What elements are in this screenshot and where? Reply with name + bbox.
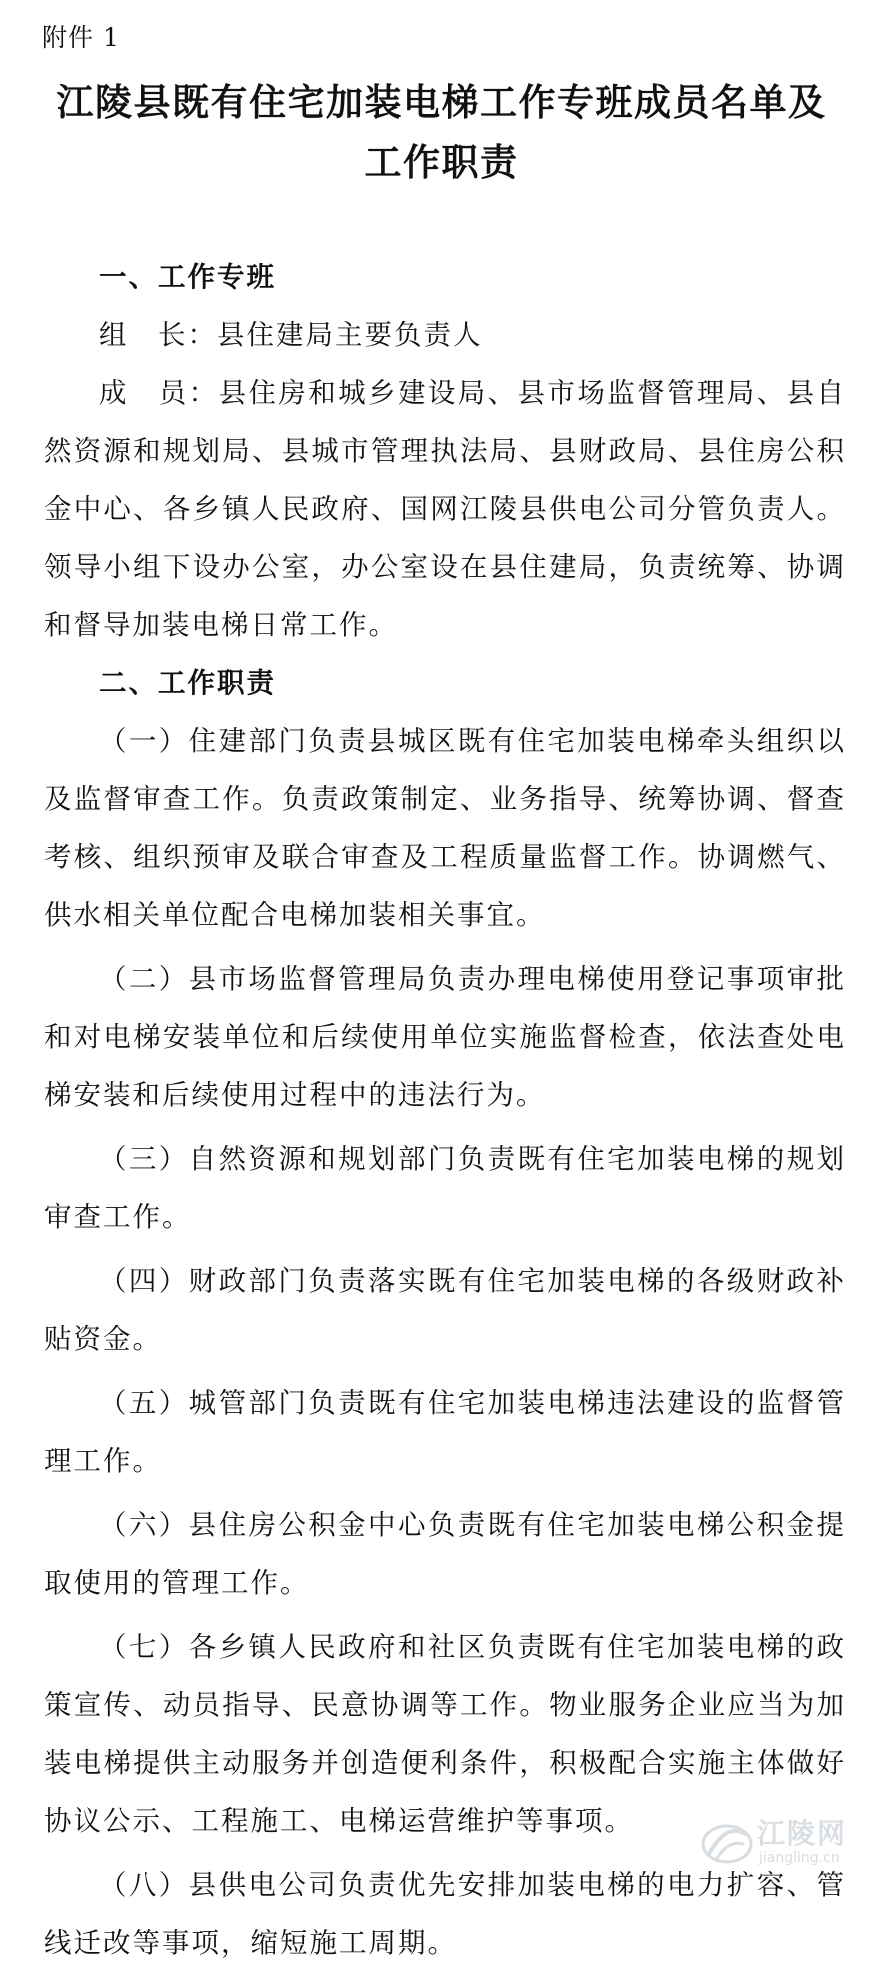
document-body (44, 248, 846, 1978)
duty-item: （二）县市场监督管理局负责办理电梯使用登记事项审批和对电梯安装单位和后续使用单位实施监督检查，依法查处电梯安装和后续使用过程中的违法行为。 (44, 963, 846, 1111)
duty-item: （五）城管部门负责既有住宅加装电梯违法建设的监督管理工作。 (44, 1387, 846, 1477)
watermark-site-name: 江陵网 (757, 1817, 848, 1850)
watermark-site-url: jiangling.cn (759, 1850, 840, 1866)
duty-item: （六）县住房公积金中心负责既有住宅加装电梯公积金提取使用的管理工作。 (44, 1509, 846, 1599)
document-title-line-1: 江陵县既有住宅加装电梯工作专班成员名单及 (56, 81, 827, 124)
duty-item: （七）各乡镇人民政府和社区负责既有住宅加装电梯的政策宣传、动员指导、民意协调等工作。物业服务企业应当为加装电梯提供主动服务并创造便利条件，积极配合实施主体做好协议公示、工程施工、电梯运营维护等事项。 (44, 1631, 846, 1837)
section-heading-work-team: 一、工作专班 (99, 261, 276, 293)
duty-item: （三）自然资源和规划部门负责既有住宅加装电梯的规划审查工作。 (44, 1143, 846, 1233)
jiangling-logo-icon (699, 1814, 755, 1870)
section-heading-duties: 二、工作职责 (99, 667, 276, 699)
duty-item: （四）财政部门负责落实既有住宅加装电梯的各级财政补贴资金。 (44, 1265, 846, 1355)
site-watermark (699, 1810, 869, 1872)
document-title-line-2: 工作职责 (364, 141, 519, 184)
team-leader: 组 长：县住建局主要负责人 (99, 319, 483, 351)
team-members: 成 员：县住房和城乡建设局、县市场监督管理局、县自然资源和规划局、县城市管理执法局、县财政局、县住房公积金中心、各乡镇人民政府、国网江陵县供电公司分管负责人。领导小组下设办公室，办公室设在县住建局，负责统筹、协调和督导加装电梯日常工作。 (44, 377, 846, 641)
duty-item: （八）县供电公司负责优先安排加装电梯的电力扩容、管线迁改等事项，缩短施工周期。 (44, 1869, 846, 1959)
duty-item: （一）住建部门负责县城区既有住宅加装电梯牵头组织以及监督审查工作。负责政策制定、业务指导、统筹协调、督查考核、组织预审及联合审查及工程质量监督工作。协调燃气、供水相关单位配合电梯加装相关事宜。 (44, 725, 846, 931)
attachment-label: 附件 1 (42, 23, 120, 52)
